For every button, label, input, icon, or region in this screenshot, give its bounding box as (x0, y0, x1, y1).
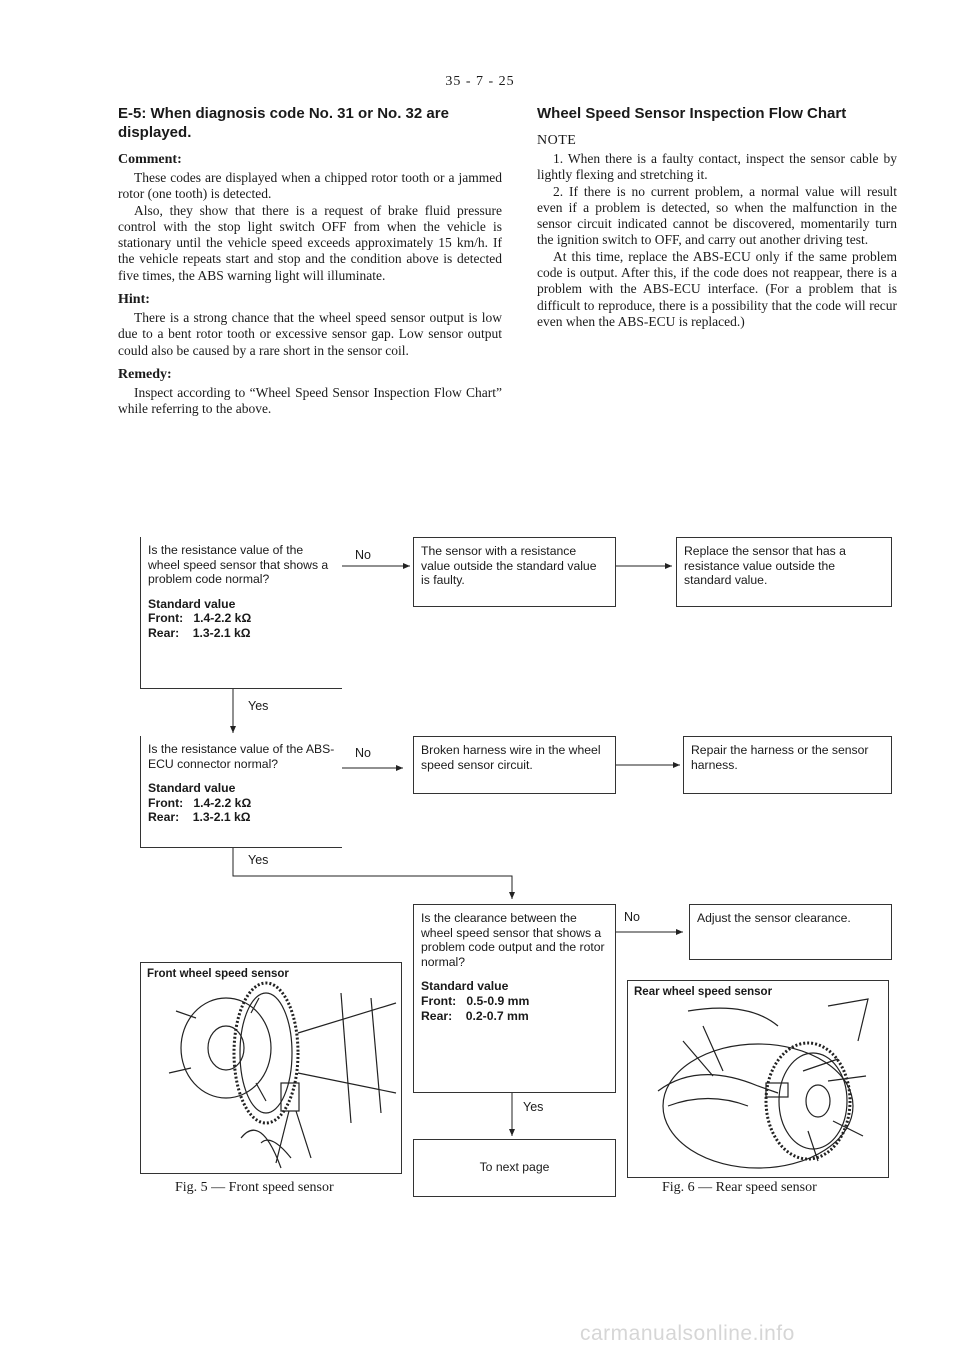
standard-value-block (148, 781, 335, 825)
action-box-repair-harness: Repair the harness or the sensor harness. (683, 736, 892, 794)
result-box-faulty-sensor: The sensor with a resistance value outside the standard value is faulty. (413, 537, 616, 607)
note-item-3: At this time, replace the ABS-ECU only if the same problem code is output. After this, if the code does not reappear, there is a problem with the ABS-ECU interface. (For a problem that is difficult to reproduce, there is a possibility that the code will recur even when the ABS-ECU is replaced.) (537, 248, 897, 329)
standard-value-title: Standard value (148, 596, 236, 611)
hint-paragraph: There is a strong chance that the wheel speed sensor output is low due to a bent rotor tooth or excessive sensor gap. Low sensor output could also be caused by a rare short in the sensor coil. (118, 310, 502, 358)
question-text: Is the resistance value of the wheel speed sensor that shows a problem code normal? (148, 543, 329, 587)
watermark: carmanualsonline.info (580, 1322, 795, 1345)
front-sensor-figure (140, 962, 402, 1174)
standard-value-block (148, 597, 335, 641)
question-text: Is the resistance value of the ABS-ECU connector normal? (148, 742, 335, 771)
flowchart-heading: Wheel Speed Sensor Inspection Flow Chart (537, 105, 847, 122)
action-box-replace-sensor: Replace the sensor that has a resistance value outside the standard value. (676, 537, 892, 607)
arrow-q2-yes (233, 848, 512, 899)
standard-value-title: Standard value (148, 781, 236, 796)
standard-value-rear: Rear: 1.3-2.1 kΩ (148, 625, 251, 640)
yes-label: Yes (523, 1100, 544, 1114)
figure-title: Front wheel speed sensor (147, 968, 289, 980)
rear-sensor-figure (627, 980, 889, 1178)
yes-label: Yes (248, 699, 269, 713)
standard-value-front: Front: 1.4-2.2 kΩ (148, 611, 252, 626)
comment-paragraph-2: Also, they show that there is a request of brake fluid pressure control with the stop light switch OFF from when the vehicle is stationary until the vehicle speed exceeds approximately 15 km/h. If the vehicle repeats start and stop and the condition above is detected five times, the ABS warning light will illuminate. (118, 202, 502, 283)
no-label: No (355, 746, 371, 760)
comment-paragraph-1: These codes are displayed when a chipped rotor tooth or a jammed rotor (one tooth) is detected. (118, 170, 502, 202)
question-box-sensor-resistance (140, 537, 342, 689)
figure-caption-rear: Fig. 6 — Rear speed sensor (662, 1180, 817, 1195)
standard-value-front: Front: 0.5-0.9 mm (421, 993, 530, 1008)
next-page-box: To next page (413, 1139, 616, 1197)
remedy-label: Remedy: (118, 366, 172, 382)
section-heading: E-5: When diagnosis code No. 31 or No. 32 are displayed. (118, 105, 449, 141)
standard-value-rear: Rear: 0.2-0.7 mm (421, 1008, 529, 1023)
result-box-broken-harness: Broken harness wire in the wheel speed sensor circuit. (413, 736, 616, 794)
question-text: Is the clearance between the wheel speed sensor that shows a problem code output and the rotor normal? (421, 911, 605, 969)
standard-value-block (421, 979, 608, 1023)
question-box-ecu-connector (140, 736, 342, 848)
comment-label: Comment: (118, 152, 182, 167)
page-number: 35 - 7 - 25 (445, 74, 515, 89)
standard-value-rear: Rear: 1.3-2.1 kΩ (148, 810, 251, 825)
no-label: No (624, 910, 640, 924)
rear-sensor-illustration (628, 981, 888, 1177)
no-label: No (355, 548, 371, 562)
hint-label: Hint: (118, 292, 150, 308)
question-box-sensor-clearance (413, 904, 616, 1093)
standard-value-front: Front: 1.4-2.2 kΩ (148, 795, 252, 810)
standard-value-title: Standard value (421, 979, 509, 994)
action-box-adjust-clearance: Adjust the sensor clearance. (689, 904, 892, 960)
remedy-paragraph: Inspect according to “Wheel Speed Sensor Inspection Flow Chart” while referring to the above. (118, 384, 502, 417)
yes-label: Yes (248, 853, 269, 867)
figure-caption-front: Fig. 5 — Front speed sensor (175, 1180, 334, 1195)
note-label: NOTE (537, 133, 577, 148)
note-item-2: 2. If there is no current problem, a normal value will result even if a problem is detected, so when the malfunction in the sensor circuit indicated cannot be discovered, momentarily turn the ignition switch to OFF, and carry out another driving test. (537, 183, 897, 248)
front-sensor-illustration (141, 963, 401, 1173)
figure-title: Rear wheel speed sensor (634, 986, 773, 998)
note-item-1: 1. When there is a faulty contact, inspect the sensor cable by lightly flexing and stretching it. (537, 151, 897, 183)
